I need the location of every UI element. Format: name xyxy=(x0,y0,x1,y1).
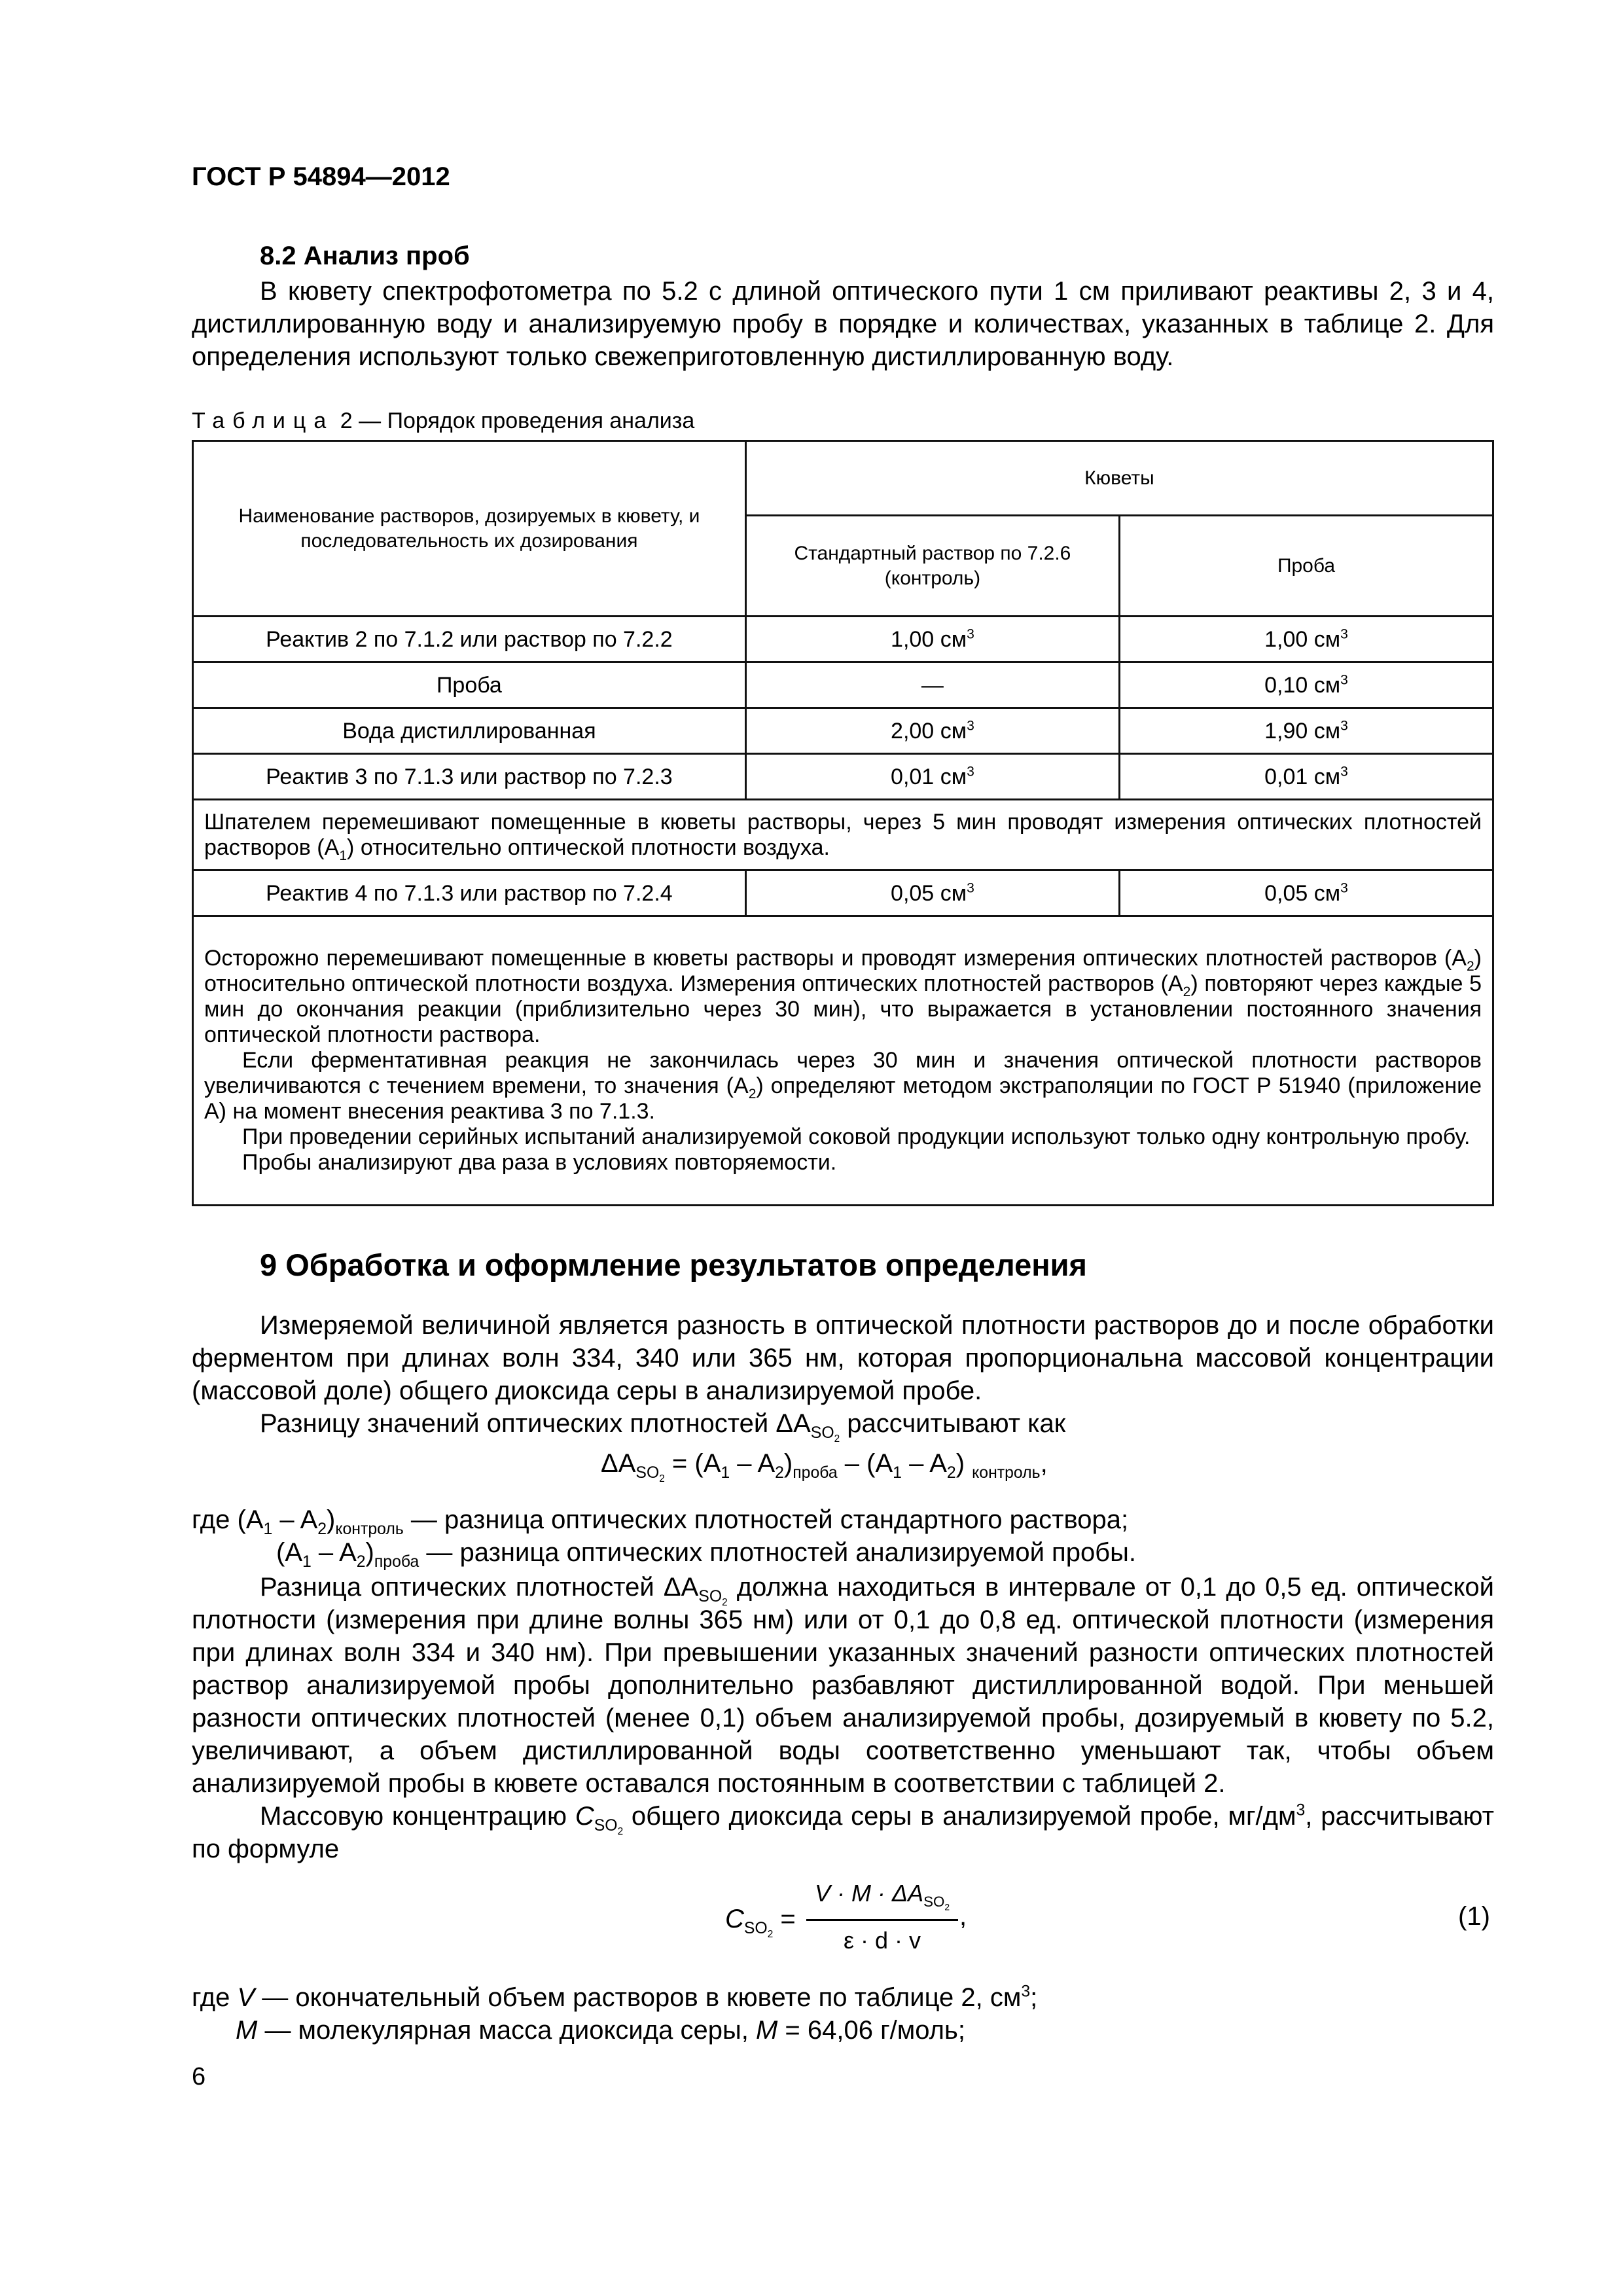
page-number: 6 xyxy=(192,2063,206,2090)
table-row xyxy=(193,870,1493,916)
section-9-title: 9 Обработка и оформление результатов определения xyxy=(260,1247,1087,1282)
table-note-2: Осторожно перемешивают помещенные в кюветы растворы и проводят измерения оптических плотностей растворов $(А_2)$ относительно оптической плотности воздуха. Измерения оптических плотностей растворов $(А_2)$ повторяют через каждые 5 мин до окончания реакции (приблизительно через 30 мин), что выражается в установлении постоянного значения оптической плотности раствора. Если ферментативная реакция не закончилась через 30 мин и значения оптической плотности растворов увеличиваются с течением времени, то значения $(А_2)$ определяют методом экстраполяции по ГОСТ Р 51940 (приложение А) на момент внесения реактива 3 по 7.1.3. При проведении серийных испытаний анализируемой соковой продукции используют только одну контрольную пробу. Пробы анализируют два раза в условиях повторяемости. xyxy=(193,916,1493,1206)
row-name: Реактив 4 по 7.1.3 или раствор по 7.2.4 xyxy=(193,870,746,916)
section-9-p3: Разница оптических плотностей $\Delta A_{SO_2}$ должна находиться в интервале от 0,1 до 0,5 ед. оптической плотности (измерения при длине волны 365 нм) или от 0,1 до 0,8 ед. оптической плотности (измерения при длинах волн 334 и 340 нм). При превышении указанных значений разности оптических плотностей раствор анализируемой пробы дополнительно разбавляют дистиллированной водой. При меньшей разности оптических плотностей (менее 0,1) объем анализируемой пробы, дозируемый в кювету по 5.2, увеличивают, а объем дистиллированной воды соответственно уменьшают так, чтобы объем анализируемой пробы в кювете оставался постоянным в соответствии с таблицей 2. xyxy=(192,1573,1495,1798)
table-caption-label: Таблица xyxy=(192,408,334,433)
table-row xyxy=(193,754,1493,800)
formula-1-comma: , xyxy=(959,1902,967,1931)
row-sample: 0,01 $см^3$ xyxy=(1120,754,1493,800)
table-note-1: Шпателем перемешивают помещенные в кюветы растворы, через 5 мин проводят измерения оптических плотностей растворов $(А_1)$ относительно оптической плотности воздуха. xyxy=(193,800,1493,870)
definition-m: M — молекулярная масса диоксида серы, M = 64,06 г/моль; xyxy=(236,2016,965,2045)
table-row xyxy=(193,662,1493,708)
row-standard: 1,00 $см^3$ xyxy=(745,617,1119,662)
row-sample: 1,00 $см^3$ xyxy=(1120,617,1493,662)
row-sample: 0,10 $см^3$ xyxy=(1120,662,1493,708)
formula-1-numerator: $V \cdot M \cdot \Delta A_{SO_2}$ xyxy=(814,1880,950,1912)
where-line-1: где $(A_1 - A_2)_{контроль}$ — разница оптических плотностей стандартного раствора; xyxy=(192,1505,1129,1538)
section-9-p1: Измеряемой величиной является разность в оптической плотности растворов до и после обработки ферментом при длинах волн 334, 340 или 365 нм, которая пропорциональна массовой концентрации (массовой доле) общего диоксида серы в анализируемой пробе. xyxy=(192,1311,1494,1405)
table-row xyxy=(193,617,1493,662)
formula-1-number: (1) xyxy=(1458,1902,1490,1931)
section-8-2-title: 8.2 Анализ проб xyxy=(260,242,470,270)
table-caption-title: 2 — Порядок проведения анализа xyxy=(340,408,695,433)
formula-1-lhs: $C_{SO_2}$ = xyxy=(725,1905,796,1940)
row-name: Проба xyxy=(193,662,746,708)
section-9-p4: Массовую концентрацию $C_{SO_2}$ общего диоксида серы в анализируемой пробе, $мг/дм^3$, рассчитывают по формуле xyxy=(192,1801,1494,1863)
table-note-row xyxy=(193,800,1493,870)
table-caption xyxy=(192,408,694,434)
section-9-p2: Разницу значений оптических плотностей $\Delta A_{SO_2}$ рассчитывают как xyxy=(260,1409,1066,1444)
header-sample: Проба xyxy=(1120,516,1493,617)
section-8-2-text: В кювету спектрофотометра по 5.2 с длиной оптического пути 1 см приливают реактивы 2, 3 и 4, дистиллированную воду и анализируемую пробу в порядке и количествах, указанных в таблице 2. Для определения используют только свежеприготовленную дистиллированную воду. xyxy=(192,277,1494,371)
table-row xyxy=(193,708,1493,754)
header-standard: Стандартный раствор по 7.2.6 (контроль) xyxy=(745,516,1119,617)
row-standard: 2,00 $см^3$ xyxy=(745,708,1119,754)
definition-v: где V — окончательный объем растворов в кювете по таблице 2, $см^3$; xyxy=(192,1982,1038,2012)
row-name: Реактив 2 по 7.1.2 или раствор по 7.2.2 xyxy=(193,617,746,662)
row-standard: 0,05 $см^3$ xyxy=(745,870,1119,916)
header-solution-name: Наименование растворов, дозируемых в кювету, и последовательность их дозирования xyxy=(193,441,746,617)
fraction-bar xyxy=(806,1919,958,1921)
row-name: Реактив 3 по 7.1.3 или раствор по 7.2.3 xyxy=(193,754,746,800)
formula-1-denominator: ε · d · v xyxy=(843,1927,921,1954)
where-line-2: $(A_1 - A_2)_{проба}$ — разница оптических плотностей анализируемой пробы. xyxy=(276,1538,1136,1571)
row-name: Вода дистиллированная xyxy=(193,708,746,754)
formula-delta-a: $\Delta A_{SO_2} = (A_1 - A_2)_{проба} - (A_1 - A_2)$ $_{контроль}$, xyxy=(601,1449,1048,1484)
row-sample: 1,90 $см^3$ xyxy=(1120,708,1493,754)
header-cuvettes: Кюветы xyxy=(745,441,1493,516)
row-sample: 0,05 $см^3$ xyxy=(1120,870,1493,916)
row-standard: 0,01 $см^3$ xyxy=(745,754,1119,800)
document-header: ГОСТ Р 54894—2012 xyxy=(192,162,450,191)
row-standard: — xyxy=(745,662,1119,708)
analysis-table xyxy=(192,440,1494,1206)
table-note-row xyxy=(193,916,1493,1206)
